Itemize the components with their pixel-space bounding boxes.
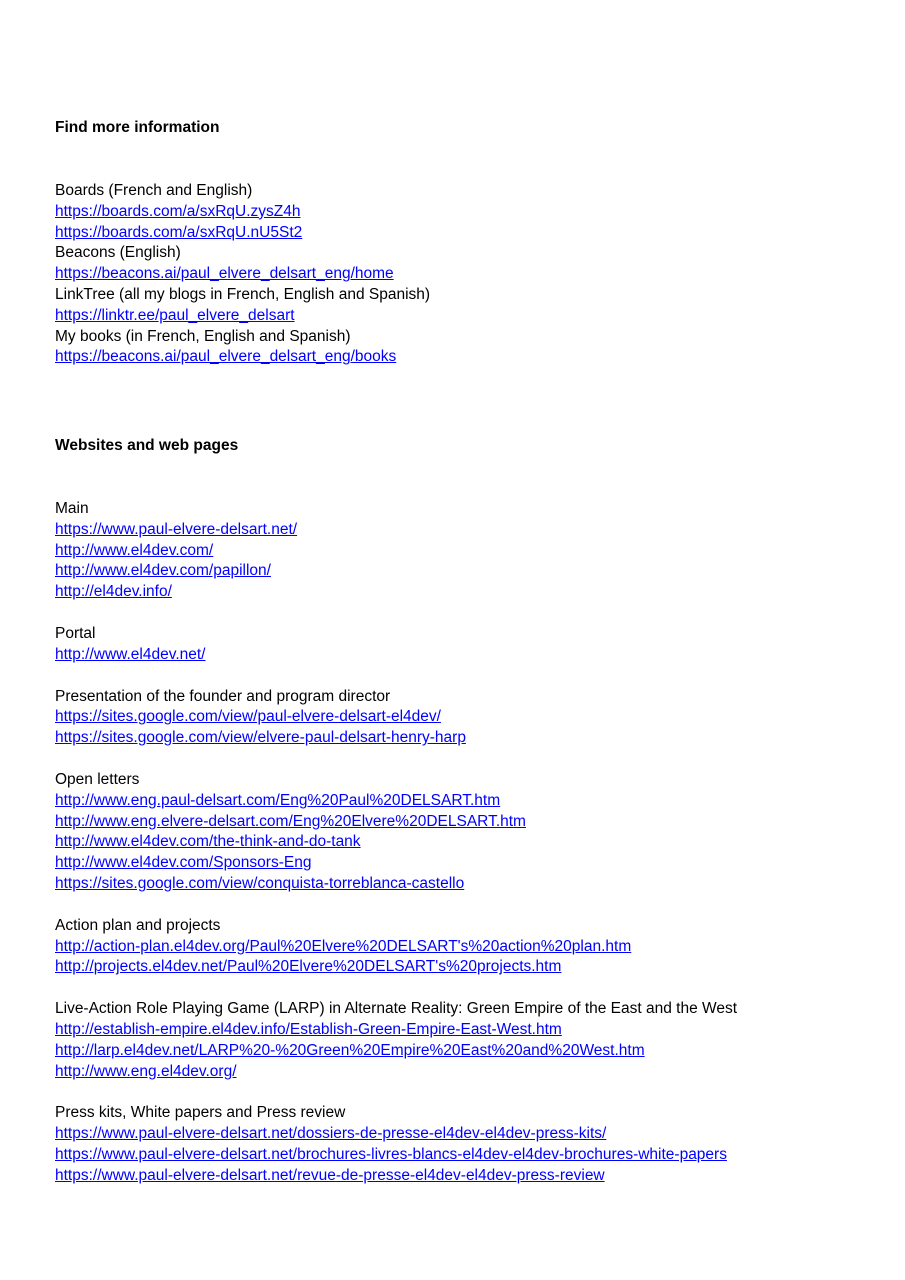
section-heading-websites: Websites and web pages	[55, 437, 239, 454]
beacons-label: Beacons (English)	[55, 244, 181, 262]
group-label-open-letters: Open letters	[55, 770, 140, 788]
group-label-press-kits: Press kits, White papers and Press review	[55, 1104, 346, 1122]
group-label-portal: Portal	[55, 624, 96, 642]
boards-link-1[interactable]: https://boards.com/a/sxRqU.zysZ4h	[55, 202, 301, 220]
group-label-larp: Live-Action Role Playing Game (LARP) in Alternate Reality: Green Empire of the East and the West	[55, 1000, 738, 1018]
group-label-main: Main	[55, 500, 89, 517]
group-label-action-plan: Action plan and projects	[55, 916, 221, 934]
books-label: My books (in French, English and Spanish)	[55, 327, 351, 345]
main-link-4[interactable]: http://el4dev.info/	[55, 583, 172, 601]
boards-link-2[interactable]: https://boards.com/a/sxRqU.nU5St2	[55, 223, 303, 241]
portal-link-1[interactable]: http://www.el4dev.net/	[55, 645, 206, 663]
group-label-presentation: Presentation of the founder and program director	[55, 687, 391, 705]
section-heading-find-more-information: Find more information	[55, 119, 220, 136]
open-letters-link-2[interactable]: http://www.eng.elvere-delsart.com/Eng%20Elvere%20DELSART.htm	[55, 812, 526, 830]
open-letters-link-5[interactable]: https://sites.google.com/view/conquista-torreblanca-castello	[55, 874, 465, 892]
open-letters-link-4[interactable]: http://www.el4dev.com/Sponsors-Eng	[55, 854, 312, 872]
find-more-information-list	[55, 181, 430, 368]
presentation-link-2[interactable]: https://sites.google.com/view/elvere-paul-delsart-henry-harp	[55, 729, 466, 747]
action-plan-link-1[interactable]: http://action-plan.el4dev.org/Paul%20Elvere%20DELSART's%20action%20plan.htm	[55, 937, 632, 955]
press-kits-link-3[interactable]: https://www.paul-elvere-delsart.net/revue-de-presse-el4dev-el4dev-press-review	[55, 1166, 605, 1184]
press-kits-link-2[interactable]: https://www.paul-elvere-delsart.net/brochures-livres-blancs-el4dev-el4dev-brochures-white-papers	[55, 1145, 727, 1163]
presentation-link-1[interactable]: https://sites.google.com/view/paul-elvere-delsart-el4dev/	[55, 708, 441, 726]
larp-link-3[interactable]: http://www.eng.el4dev.org/	[55, 1062, 237, 1080]
press-kits-link-1[interactable]: https://www.paul-elvere-delsart.net/dossiers-de-presse-el4dev-el4dev-press-kits/	[55, 1125, 607, 1143]
main-link-1[interactable]: https://www.paul-elvere-delsart.net/	[55, 520, 298, 538]
larp-link-1[interactable]: http://establish-empire.el4dev.info/Establish-Green-Empire-East-West.htm	[55, 1020, 562, 1038]
main-link-2[interactable]: http://www.el4dev.com/	[55, 541, 214, 559]
main-link-3[interactable]: http://www.el4dev.com/papillon/	[55, 562, 271, 580]
open-letters-link-3[interactable]: http://www.el4dev.com/the-think-and-do-tank	[55, 833, 361, 851]
beacons-home-link[interactable]: https://beacons.ai/paul_elvere_delsart_eng/home	[55, 265, 394, 283]
linktree-link[interactable]: https://linktr.ee/paul_elvere_delsart	[55, 306, 295, 324]
linktree-label: LinkTree (all my blogs in French, English and Spanish)	[55, 285, 431, 303]
books-link[interactable]: https://beacons.ai/paul_elvere_delsart_eng/books	[55, 348, 397, 366]
action-plan-link-2[interactable]: http://projects.el4dev.net/Paul%20Elvere%20DELSART's%20projects.htm	[55, 958, 562, 976]
open-letters-link-1[interactable]: http://www.eng.paul-delsart.com/Eng%20Paul%20DELSART.htm	[55, 791, 501, 809]
boards-label: Boards (French and English)	[55, 182, 253, 199]
larp-link-2[interactable]: http://larp.el4dev.net/LARP%20-%20Green%20Empire%20East%20and%20West.htm	[55, 1041, 645, 1059]
websites-list	[55, 499, 737, 1187]
